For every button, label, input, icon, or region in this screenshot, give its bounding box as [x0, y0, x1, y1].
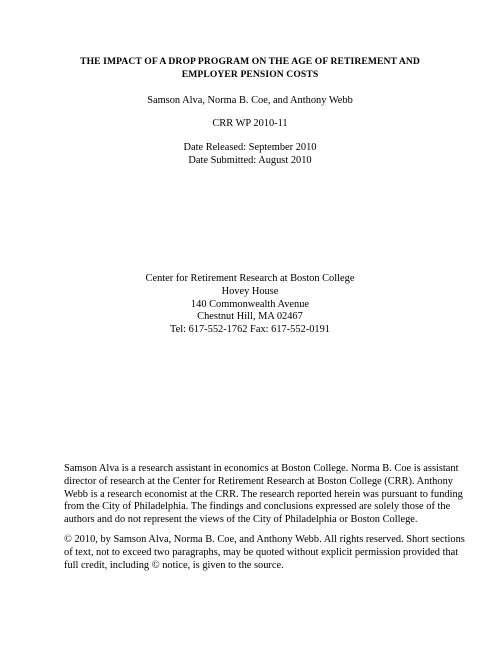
copyright-line: of text, not to exceed two paragraphs, may be quoted without explicit permission provided that	[64, 546, 459, 558]
bio-line: Samson Alva is a research assistant in economics at Boston College. Norma B. Coe is assistant	[64, 463, 459, 474]
copyright-line: © 2010, by Samson Alva, Norma B. Coe, and Anthony Webb. All rights reserved. Short sections	[64, 534, 465, 545]
working-paper-number: CRR WP 2010-11	[212, 118, 288, 129]
bio-line: director of research at the Center for Retirement Research at Boston College (CRR). Anthony	[64, 475, 453, 487]
bio-line: authors and do not represent the views of the City of Philadelphia or Boston College.	[64, 514, 418, 526]
address-line: 140 Commonwealth Avenue	[190, 298, 310, 310]
date-submitted: Date Submitted: August 2010	[188, 155, 312, 166]
address-line: Chestnut Hill, MA 02467	[197, 311, 303, 323]
paper-title-line-1: THE IMPACT OF A DROP PROGRAM ON THE AGE OF RETIREMENT AND	[80, 56, 420, 67]
copyright-line: full credit, including © notice, is given to the source.	[64, 559, 284, 571]
paper-title-line-2: EMPLOYER PENSION COSTS	[181, 68, 319, 80]
bio-line: Webb is a research economist at the CRR. The research reported herein was pursuant to funding	[64, 488, 463, 500]
copyright-paragraph	[64, 534, 465, 572]
bio-line: from the City of Philadelphia. The findings and conclusions expressed are solely those of the	[64, 501, 451, 513]
author-bio-paragraph	[64, 463, 463, 527]
institution-address	[40, 273, 460, 337]
address-line: Center for Retirement Research at Boston College	[145, 273, 355, 284]
date-released: Date Released: September 2010	[183, 142, 317, 153]
address-line: Tel: 617-552-1762 Fax: 617-552-0191	[169, 324, 331, 336]
address-line: Hovey House	[221, 285, 279, 297]
paper-title	[40, 56, 460, 81]
authors: Samson Alva, Norma B. Coe, and Anthony Webb	[147, 95, 353, 106]
